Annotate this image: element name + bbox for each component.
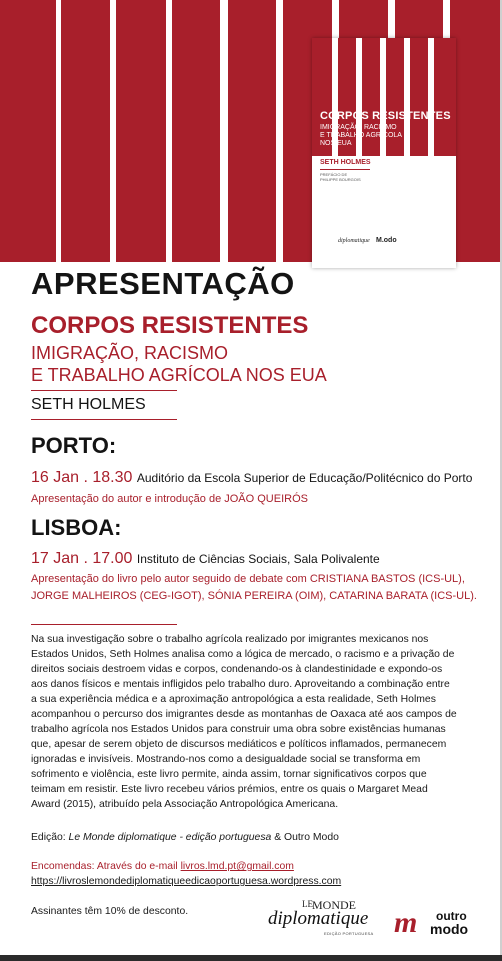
description-line: sofrimento e violência, este livro permite, ainda assim, tornar significativos corpos que (31, 769, 427, 780)
orders-email-link[interactable]: livros.lmd.pt@gmail.com (180, 861, 294, 872)
logo-monde: MONDE (312, 898, 356, 912)
book-author: SETH HOLMES (31, 396, 146, 413)
banner-stripe (450, 0, 500, 262)
book-cover-preface (320, 172, 361, 182)
book-cover-logo-lmd: diplomatique (338, 238, 370, 244)
description-line: direitos sociais destroem vidas e corpos, condenando-os à clandestinidade e expondo-os (31, 664, 443, 675)
bottom-edge (0, 955, 502, 961)
divider (31, 419, 177, 420)
book-title: CORPOS RESISTENTES (31, 312, 309, 339)
divider (31, 624, 177, 625)
book-cover-author: SETH HOLMES (320, 159, 371, 166)
book-cover-subtitle (320, 124, 402, 148)
book-cover-image (312, 38, 456, 268)
logo-om-mark: m (394, 906, 418, 939)
book-cover-title: CORPOS RESISTENTES (320, 110, 451, 122)
event-lisboa-datetime-place (31, 550, 380, 568)
book-cover-logo-outro-modo: M.odo (376, 237, 397, 244)
description-line: Na sua investigação sobre o trabalho agrícola realizado por imigrantes mexicanos nos (31, 634, 429, 645)
orders-line (31, 861, 294, 872)
book-cover-subtitle-line: E TRABALHO AGRÍCOLA (320, 132, 402, 139)
edition-publisher: Le Monde diplomatique - edição portuguesa (68, 832, 272, 843)
le-monde-diplomatique-logo (268, 899, 386, 939)
event-lisboa-details-line: JORGE MALHEIROS (CEG-IGOT), SÓNIA PEREIRA (OIM), CATARINA BARATA (ICS-UL). (31, 590, 477, 602)
heading-apresentacao: APRESENTAÇÃO (31, 266, 295, 301)
description-line: Award (2015), atribuído pela Associação Antropológica Americana. (31, 799, 339, 810)
orders-url-link[interactable]: https://livroslemondediplomatiqueedicaoportuguesa.wordpress.com (31, 876, 342, 887)
book-cover-preface-name: PHILIPPE BOURGOIS (320, 177, 361, 182)
edition-suffix: & Outro Modo (271, 832, 339, 843)
banner-stripe (228, 0, 276, 262)
event-porto-datetime-place (31, 469, 472, 487)
cover-stripe (404, 38, 410, 156)
event-lisboa-details-line: Apresentação do livro pelo autor seguido de debate com CRISTIANA BASTOS (ICS-UL), (31, 573, 465, 585)
description-line: trabalho agrícola nos Estados Unidos para construir uma obra sobre existências humanas (31, 724, 446, 735)
divider (31, 390, 177, 391)
description-line: ignoradas e invisíveis. Mostrando-nos como a desigualdade social se transforma em (31, 754, 421, 765)
banner-stripe (172, 0, 220, 262)
city-porto: PORTO: (31, 433, 117, 458)
edition-prefix: Edição: (31, 832, 69, 843)
book-cover-red-band (312, 38, 456, 156)
description-line: acompanhou o percurso dos imigrantes desde as montanhas de Oaxaca até aos campos de (31, 709, 457, 720)
banner-stripe (116, 0, 166, 262)
description-line: aos danos físicos e mentais infligidos pelo trabalho duro. Aproveitando a combinação entre (31, 679, 450, 690)
book-cover-preface-label: PREFÁCIO DE (320, 172, 348, 177)
event-porto-date: 16 Jan . 18.30 (31, 469, 133, 486)
edition-credit (31, 832, 339, 843)
book-cover-subtitle-line: NOS EUA (320, 140, 352, 147)
event-lisboa-place: Instituto de Ciências Sociais, Sala Polivalente (136, 552, 380, 566)
event-lisboa-date: 17 Jan . 17.00 (31, 550, 133, 567)
description-line: a sua experiência médica e a aproximação antropológica a esta realidade, Seth Holmes (31, 694, 436, 705)
subscriber-discount-note: Assinantes têm 10% de desconto. (31, 906, 189, 917)
book-description (31, 632, 475, 812)
outro-modo-logo (394, 906, 484, 942)
banner-stripe (0, 0, 56, 262)
logo-diplomatique: diplomatique (268, 908, 369, 929)
event-porto-details: Apresentação do autor e introdução de JOÃO QUEIRÓS (31, 493, 308, 505)
banner-stripe (61, 0, 110, 262)
event-porto-place: Auditório da Escola Superior de Educação/Politécnico do Porto (136, 471, 473, 485)
city-lisboa: LISBOA: (31, 515, 122, 540)
description-line: teimam em resistir. Este livro recebeu vários prémios, entre os quais o Margaret Mead (31, 784, 428, 795)
logo-edicao-portuguesa: EDIÇÃO PORTUGUESA (324, 931, 374, 936)
logo-modo: modo (430, 921, 469, 937)
logo-outro: outro (436, 909, 467, 923)
book-subtitle-line-1: IMIGRAÇÃO, RACISMO (31, 343, 229, 363)
orders-label: Encomendas: Através do e-mail (31, 861, 181, 872)
book-cover-rule (320, 169, 370, 170)
book-subtitle-line-2: E TRABALHO AGRÍCOLA NOS EUA (31, 365, 327, 385)
book-cover-subtitle-line: IMIGRAÇÃO, RACISMO (320, 124, 397, 131)
logo-le: LE (302, 899, 313, 909)
description-line: que, apesar de serem objeto de discursos mediáticos e políticos inflamados, permanecem (31, 739, 447, 750)
description-line: Estados Unidos, Seth Holmes analisa como a lógica de mercado, o racismo e a privação de (31, 649, 455, 660)
cover-stripe (428, 38, 434, 156)
